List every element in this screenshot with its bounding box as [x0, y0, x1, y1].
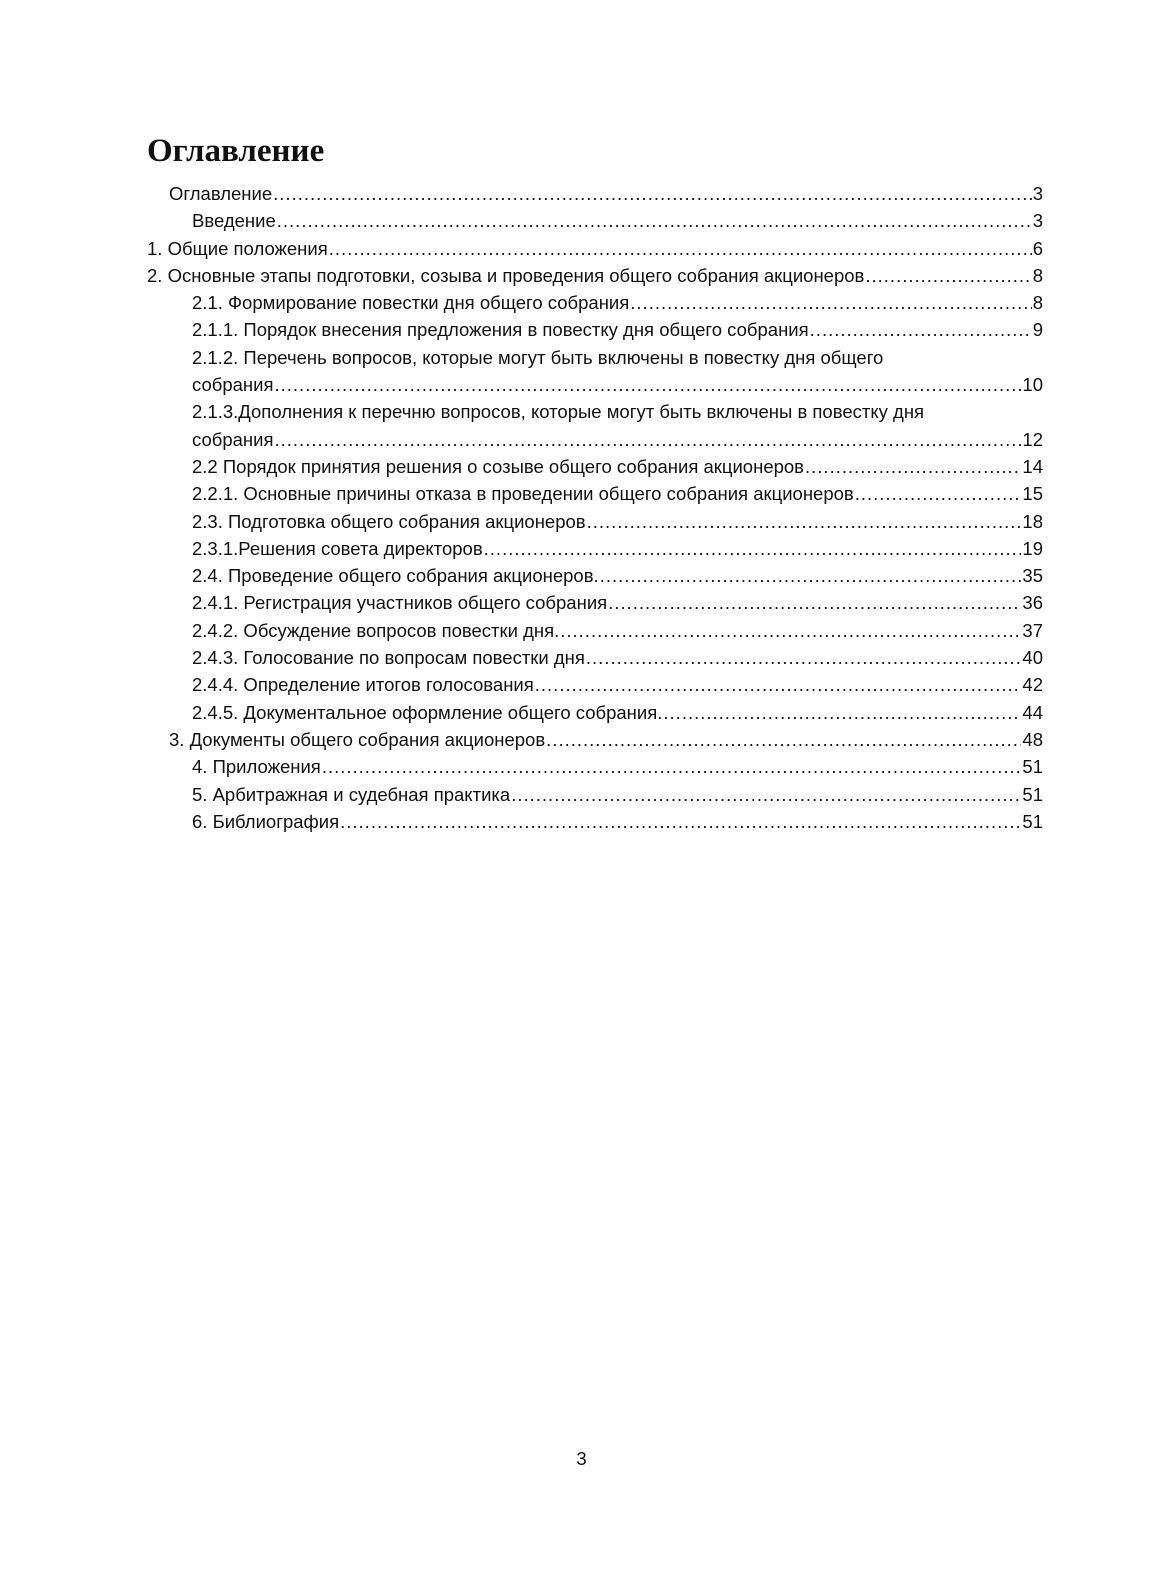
dot-leader: [587, 508, 1022, 535]
toc-page-number: 35: [1022, 565, 1043, 587]
toc-entry-section-2-1-3[interactable]: [147, 398, 1043, 453]
dot-leader: [329, 235, 1032, 262]
toc-entry-section-2-1[interactable]: [147, 289, 1043, 316]
toc-page-number: 44: [1022, 701, 1043, 723]
toc-entry-label: 2.4.1. Регистрация участников общего собрания: [192, 592, 608, 614]
toc-entry-section-6[interactable]: [147, 808, 1043, 835]
toc-page-number: 8: [1032, 264, 1043, 286]
dot-leader: [275, 371, 1022, 398]
dot-leader: [865, 262, 1031, 289]
table-of-contents: [147, 180, 1043, 835]
toc-entry-section-2-2[interactable]: [147, 453, 1043, 480]
toc-page-number: 51: [1022, 783, 1043, 805]
toc-entry-section-2-3[interactable]: [147, 508, 1043, 535]
toc-page-number: 6: [1032, 237, 1043, 259]
toc-entry-section-1[interactable]: [147, 235, 1043, 262]
toc-entry-section-2-4-1[interactable]: [147, 589, 1043, 616]
toc-entry-label: 4. Приложения: [192, 756, 321, 778]
toc-entry-section-2-4-5[interactable]: [147, 699, 1043, 726]
dot-leader: [810, 316, 1032, 343]
toc-entry-label-line2: собрания: [192, 374, 274, 396]
dot-leader: [275, 426, 1022, 453]
dot-leader: [535, 671, 1022, 698]
toc-entry-label: 2.4.2. Обсуждение вопросов повестки дня.: [192, 619, 560, 641]
toc-entry-label: 6. Библиография: [192, 810, 340, 832]
page-footer-number: 3: [576, 1448, 587, 1469]
dot-leader: [586, 644, 1022, 671]
toc-entry-label: 2.3.1.Решения совета директоров: [192, 537, 483, 559]
toc-entry-label: 2.1.1. Порядок внесения предложения в повестку дня общего собрания: [192, 319, 809, 341]
toc-entry-label: Оглавление: [169, 183, 273, 204]
toc-entry-contents[interactable]: [147, 180, 1043, 207]
toc-entry-section-2-1-2[interactable]: [147, 344, 1043, 399]
toc-page-number: 3: [1032, 210, 1043, 232]
toc-entry-label-line2: собрания: [192, 428, 274, 450]
toc-entry-label: 2.4.4. Определение итогов голосования: [192, 674, 534, 696]
toc-page-number: 36: [1022, 592, 1043, 614]
toc-entry-section-2-3-1[interactable]: [147, 535, 1043, 562]
dot-leader: [511, 781, 1021, 808]
toc-page-number: 18: [1022, 510, 1043, 532]
toc-entry-label: 2.1. Формирование повестки дня общего собрания: [192, 292, 630, 314]
toc-page-number: 9: [1032, 319, 1043, 341]
toc-entry-label: 2.2.1. Основные причины отказа в проведении общего собрания акционеров: [192, 483, 854, 505]
toc-entry-section-4[interactable]: [147, 753, 1043, 780]
dot-leader: [608, 589, 1021, 616]
toc-entry-section-2-4[interactable]: [147, 562, 1043, 589]
toc-entry-section-2-4-2[interactable]: [147, 617, 1043, 644]
toc-entry-label: 3. Документы общего собрания акционеров: [169, 728, 546, 750]
toc-page-number: 14: [1022, 455, 1043, 477]
toc-entry-label: 2.3. Подготовка общего собрания акционеров: [192, 510, 586, 532]
dot-leader: [273, 180, 1032, 207]
toc-page-number: 12: [1022, 428, 1043, 450]
toc-entry-section-2-4-4[interactable]: [147, 671, 1043, 698]
dot-leader: [277, 207, 1032, 234]
toc-page-number: 10: [1022, 374, 1043, 396]
toc-entry-section-5[interactable]: [147, 781, 1043, 808]
dot-leader: [630, 289, 1031, 316]
dot-leader: [484, 535, 1022, 562]
toc-page-number: 42: [1022, 674, 1043, 696]
toc-page-number: 3: [1032, 183, 1043, 204]
dot-leader: [855, 480, 1022, 507]
toc-entry-label: 1. Общие положения: [147, 237, 328, 259]
toc-entry-section-2-4-3[interactable]: [147, 644, 1043, 671]
toc-entry-section-2-1-1[interactable]: [147, 316, 1043, 343]
toc-entry-section-2-2-1[interactable]: [147, 480, 1043, 507]
dot-leader: [805, 453, 1021, 480]
toc-page-number: 19: [1022, 537, 1043, 559]
toc-entry-label: 2.2 Порядок принятия решения о созыве общего собрания акционеров: [192, 455, 805, 477]
dot-leader: [340, 808, 1021, 835]
toc-entry-label: 2.4. Проведение общего собрания акционеров.: [192, 565, 599, 587]
toc-entry-label: 2.4.3. Голосование по вопросам повестки дня: [192, 647, 585, 669]
dot-leader: [600, 562, 1022, 589]
toc-entry-label-line1: 2.1.3.Дополнения к перечню вопросов, которые могут быть включены в повестку дня: [192, 401, 925, 423]
dot-leader: [322, 753, 1022, 780]
toc-entry-section-2[interactable]: [147, 262, 1043, 289]
dot-leader: [663, 699, 1021, 726]
toc-entry-label: 5. Арбитражная и судебная практика: [192, 783, 511, 805]
toc-page-number: 37: [1022, 619, 1043, 641]
toc-page-number: 51: [1022, 756, 1043, 778]
dot-leader: [560, 617, 1021, 644]
toc-page-number: 40: [1022, 647, 1043, 669]
toc-entry-label: Введение: [192, 210, 276, 232]
toc-entry-introduction[interactable]: [147, 207, 1043, 234]
page-title: Оглавление: [147, 133, 325, 169]
dot-leader: [546, 726, 1021, 753]
toc-entry-label: 2. Основные этапы подготовки, созыва и проведения общего собрания акционеров: [147, 264, 865, 286]
toc-page-number: 8: [1032, 292, 1043, 314]
toc-page-number: 15: [1022, 483, 1043, 505]
toc-entry-label: 2.4.5. Документальное оформление общего собрания.: [192, 701, 663, 723]
toc-entry-section-3[interactable]: [147, 726, 1043, 753]
toc-page-number: 51: [1022, 810, 1043, 832]
toc-entry-label-line1: 2.1.2. Перечень вопросов, которые могут быть включены в повестку дня общего: [192, 346, 884, 368]
toc-page-number: 48: [1022, 728, 1043, 750]
